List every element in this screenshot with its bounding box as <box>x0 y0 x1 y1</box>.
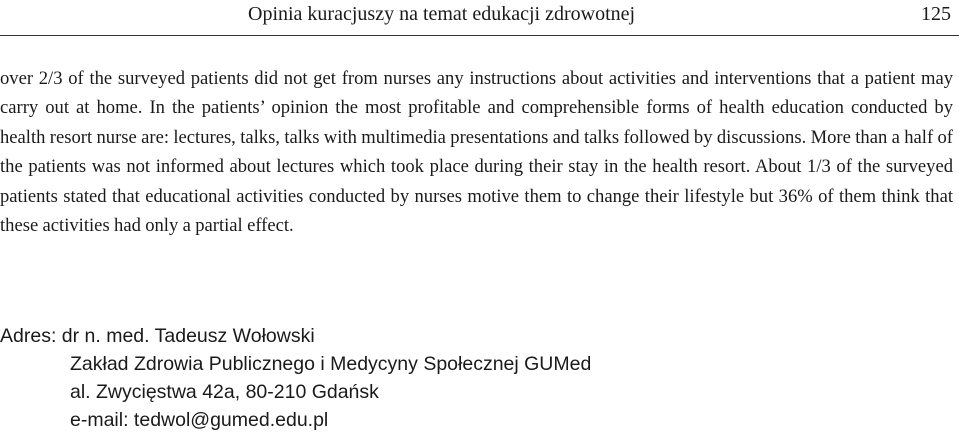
abstract-paragraph: over 2/3 of the surveyed patients did not get from nurses any instructions about activities and interventions that a patient may carry out at home. In the patients’ opinion the most profitable and comprehensible forms of health education conducted by health resort nurse are: lectures, talks, talks with multimedia presentations and talks followed by discussions. More than a half of the patients was not informed about lectures which took place during their stay in the health resort. About 1/3 of the surveyed patients stated that educational activities conducted by nurses motive them to change their lifestyle but 36% of them think that these activities had only a partial effect. <box>0 68 953 237</box>
address-name-row <box>0 322 591 350</box>
page-number: 125 <box>921 3 951 25</box>
author-name: dr n. med. Tadeusz Wołowski <box>61 325 315 347</box>
street-line: al. Zwycięstwa 42a, 80-210 Gdańsk <box>70 381 379 403</box>
address-label: Adres: <box>0 325 57 347</box>
email-line: e-mail: tedwol@gumed.edu.pl <box>70 409 329 431</box>
correspondence-address <box>0 322 591 434</box>
running-title: Opinia kuracjuszy na temat edukacji zdrowotnej <box>248 3 636 25</box>
running-head <box>0 0 959 30</box>
institution-line: Zakład Zdrowia Publicznego i Medycyny Społecznej GUMed <box>70 353 592 375</box>
header-rule <box>0 35 959 36</box>
